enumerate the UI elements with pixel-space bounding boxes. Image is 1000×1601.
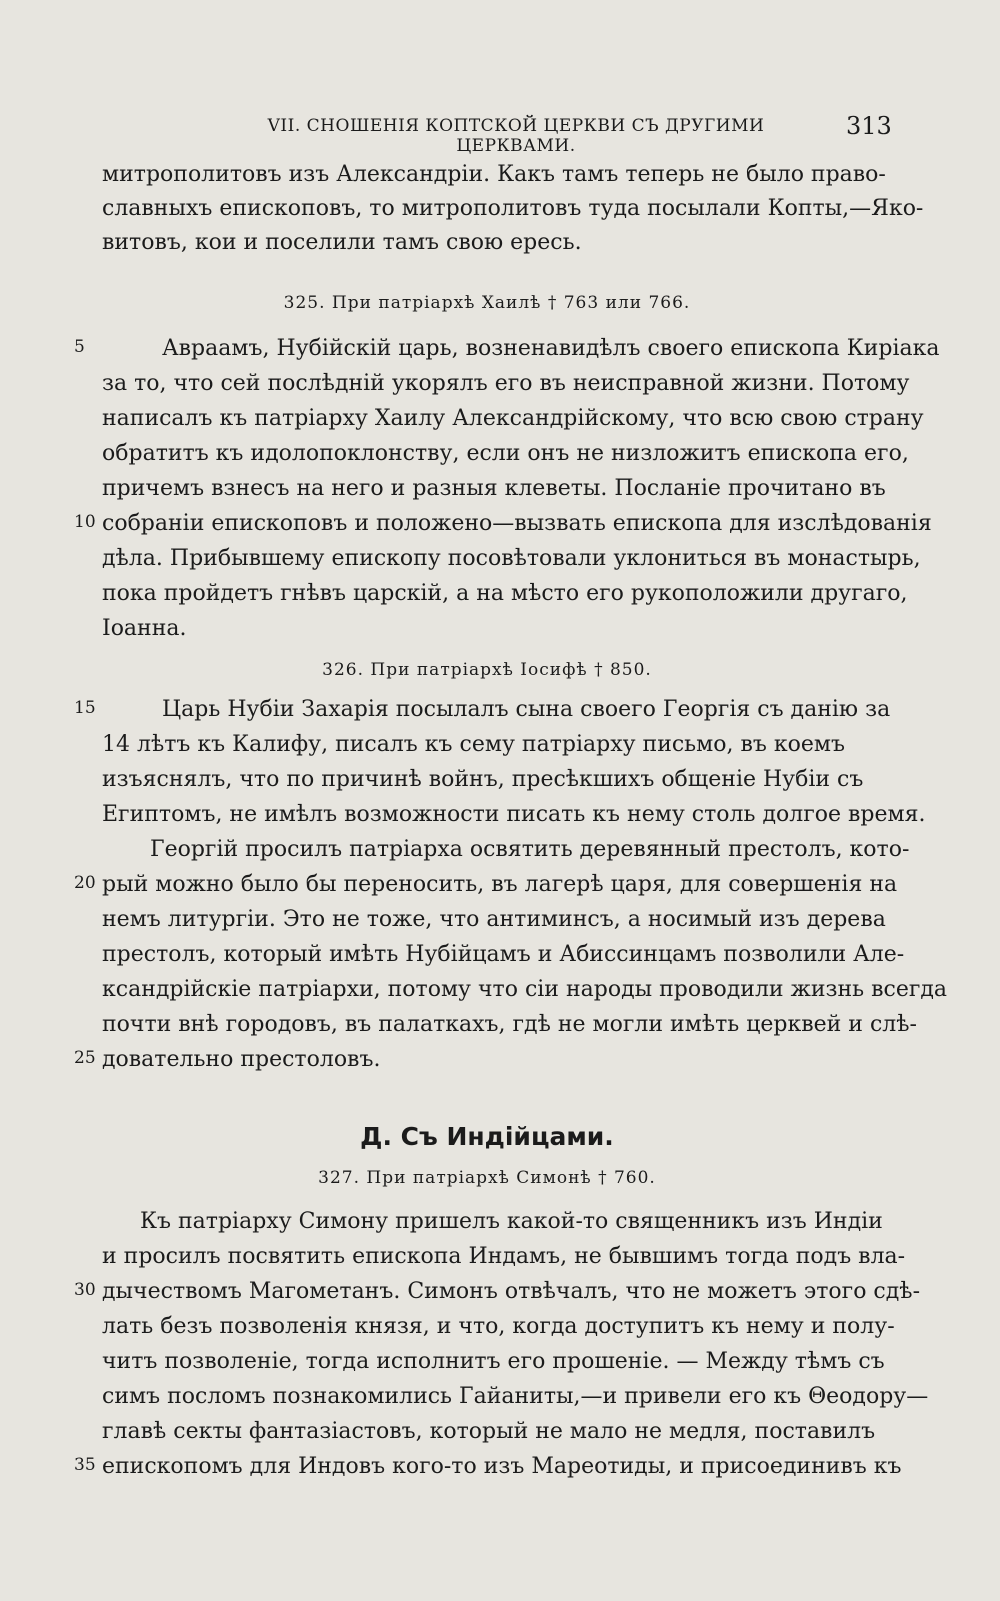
text-line: и просилъ посвятить епископа Индамъ, не бывшимъ тогда подъ вла- <box>102 1244 906 1269</box>
text-line: читъ позволеніе, тогда исполнитъ его прошеніе. — Между тѣмъ съ <box>102 1349 885 1374</box>
section-heading-326: 326. При патріархѣ Іосифѣ † 850. <box>322 660 652 680</box>
text-line: славныхъ епископовъ, то митрополитовъ туда посылали Копты,—Яко- <box>102 196 924 221</box>
line-number: 35 <box>74 1455 96 1475</box>
text-line: пока пройдетъ гнѣвъ царскій, а на мѣсто его рукоположили другаго, <box>102 581 908 606</box>
line-number: 10 <box>74 512 96 532</box>
text-line: лать безъ позволенія князя, и что, когда доступитъ къ нему и полу- <box>102 1314 895 1339</box>
text-line: Египтомъ, не имѣлъ возможности писать къ нему столь долгое время. <box>102 802 926 827</box>
text-line: причемъ взнесъ на него и разныя клеветы. Посланіе прочитано въ <box>102 476 886 501</box>
text-line: обратитъ къ идолопоклонству, если онъ не низложитъ епископа его, <box>102 441 909 466</box>
text-line: изъяснялъ, что по причинѣ войнъ, пресѣкшихъ общеніе Нубіи съ <box>102 767 864 792</box>
text-line: 14 лѣтъ къ Калифу, писалъ къ сему патріарху письмо, въ коемъ <box>102 732 846 757</box>
text-line: ксандрійскіе патріархи, потому что сіи народы проводили жизнь всегда <box>102 977 948 1002</box>
text-line: престолъ, который имѣть Нубійцамъ и Абиссинцамъ позволили Але- <box>102 942 905 967</box>
page-number: 313 <box>846 112 892 140</box>
text-line: рый можно было бы переносить, въ лагерѣ царя, для совершенія на <box>102 872 898 897</box>
text-line: дычествомъ Магометанъ. Симонъ отвѣчалъ, что не можетъ этого сдѣ- <box>102 1279 920 1304</box>
line-number: 30 <box>74 1280 96 1300</box>
text-line: почти внѣ городовъ, въ палаткахъ, гдѣ не могли имѣть церквей и слѣ- <box>102 1012 917 1037</box>
text-line: дѣла. Прибывшему епископу посовѣтовали уклониться въ монастырь, <box>102 546 921 571</box>
line-number: 5 <box>74 337 85 357</box>
line-number: 25 <box>74 1048 96 1068</box>
text-line: собраніи епископовъ и положено—вызвать епископа для изслѣдованія <box>102 511 932 536</box>
text-line: написалъ къ патріарху Хаилу Александрійскому, что всю свою страну <box>102 406 924 431</box>
line-number: 20 <box>74 873 96 893</box>
section-heading-325: 325. При патріархѣ Хаилѣ † 763 или 766. <box>283 293 691 313</box>
text-line: епископомъ для Индовъ кого-то изъ Мареотиды, и присоединивъ къ <box>102 1454 902 1479</box>
text-line: Іоанна. <box>102 616 187 641</box>
section-heading-327: 327. При патріархѣ Симонѣ † 760. <box>318 1168 656 1188</box>
text-line: Георгій просилъ патріарха освятить деревянный престолъ, кото- <box>150 837 910 862</box>
text-line: митрополитовъ изъ Александріи. Какъ тамъ теперь не было право- <box>102 162 886 187</box>
text-line: Авраамъ, Нубійскій царь, возненавидѣлъ своего епископа Киріака <box>162 336 940 361</box>
section-title: Д. Съ Индійцами. <box>360 1122 614 1151</box>
text-line: довательно престоловъ. <box>102 1047 381 1072</box>
text-line: симъ посломъ познакомились Гайаниты,—и привели его къ Θеодору— <box>102 1384 929 1409</box>
text-line: главѣ секты фантазіастовъ, который не мало не медля, поставилъ <box>102 1419 876 1444</box>
text-line: немъ литургіи. Это не тоже, что антиминсъ, а носимый изъ дерева <box>102 907 886 932</box>
running-head: VII. СНОШЕНІЯ КОПТСКОЙ ЦЕРКВИ СЪ ДРУГИМИ ЦЕРКВАМИ. <box>267 116 765 156</box>
text-line: Къ патріарху Симону пришелъ какой-то священникъ изъ Индіи <box>140 1209 883 1234</box>
line-number: 15 <box>74 698 96 718</box>
text-line: за то, что сей послѣдній укорялъ его въ неисправной жизни. Потому <box>102 371 910 396</box>
text-line: витовъ, кои и поселили тамъ свою ересь. <box>102 230 582 255</box>
text-line: Царь Нубіи Захарія посылалъ сына своего Георгія съ данію за <box>162 697 891 722</box>
